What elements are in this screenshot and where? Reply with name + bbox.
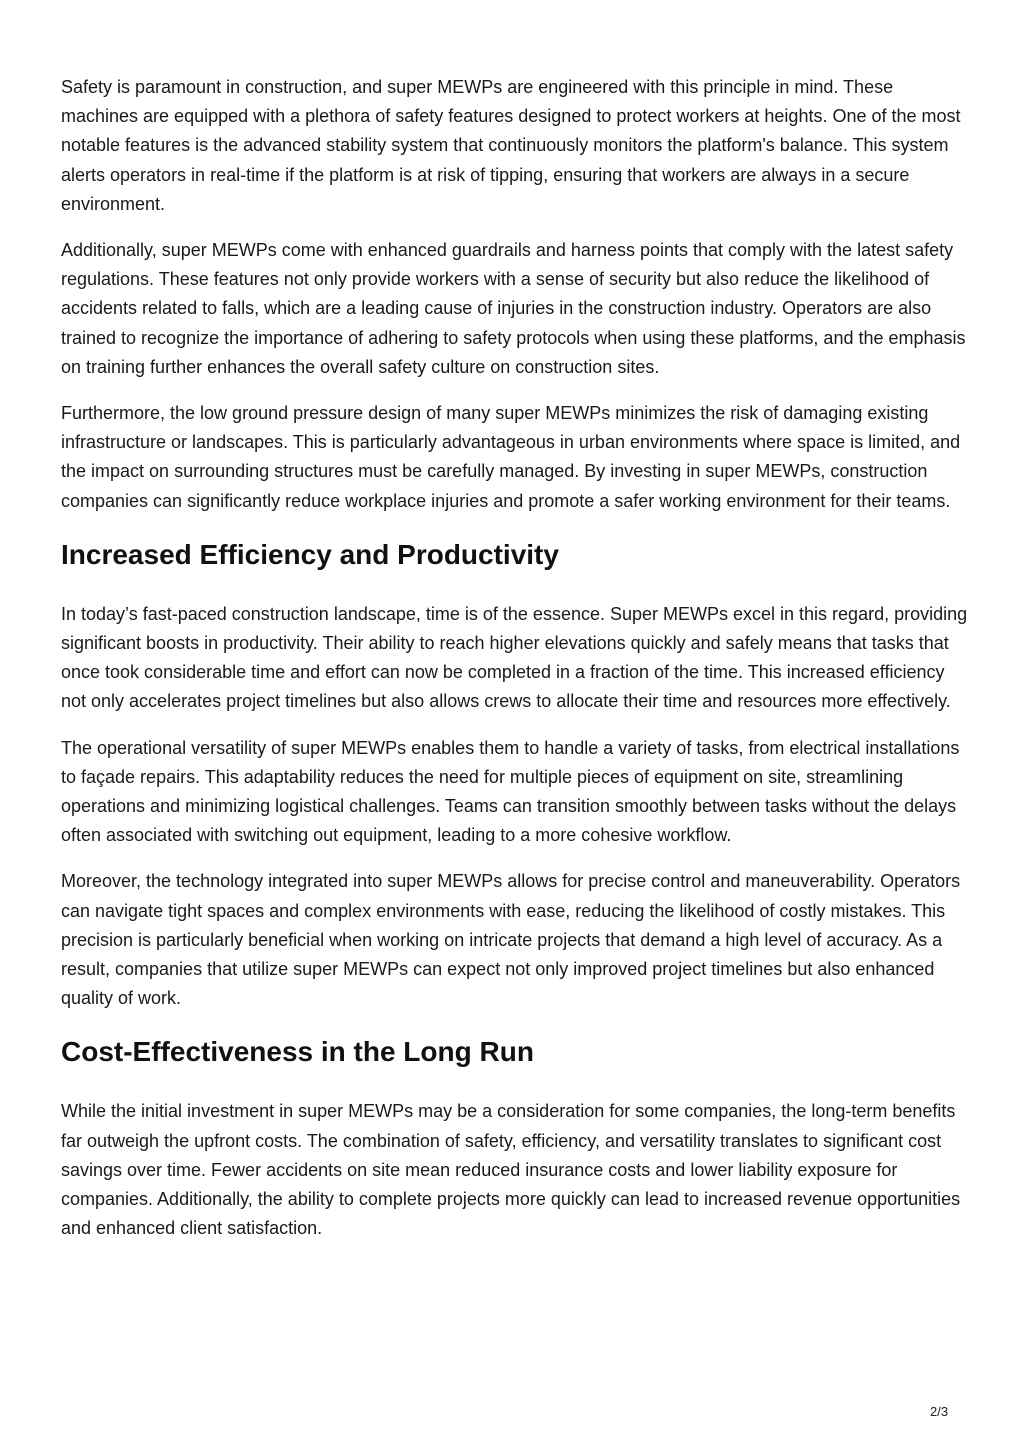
heading-cost-effectiveness: Cost-Effectiveness in the Long Run	[61, 1036, 534, 1068]
paragraph-ground-pressure: Furthermore, the low ground pressure design of many super MEWPs minimizes the risk of damaging existing infrastructure or landscapes. This is particularly advantageous in urban environments where space is limited, and the impact on surrounding structures must be carefully managed. By investing in super MEWPs, construction companies can significantly reduce workplace injuries and promote a safer working environment for their teams.	[61, 403, 961, 511]
heading-efficiency: Increased Efficiency and Productivity	[61, 538, 559, 570]
document-body	[61, 73, 969, 1261]
paragraph-safety-features: Safety is paramount in construction, and super MEWPs are engineered with this principle in mind. These machines are equipped with a plethora of safety features designed to protect workers at heights. One of the most notable features is the advanced stability system that continuously monitors the platform's balance. This system alerts operators in real-time if the platform is at risk of tipping, ensuring that workers are always in a secure environment.	[61, 77, 961, 214]
paragraph-technology: Moreover, the technology integrated into super MEWPs allows for precise control and maneuverability. Operators can navigate tight spaces and complex environments with ease, reducing the likelihood of costly mistakes. This precision is particularly beneficial when working on intricate projects that demand a high level of accuracy. As a result, companies that utilize super MEWPs can expect not only improved project timelines but also enhanced quality of work.	[61, 871, 961, 1009]
paragraph-investment: While the initial investment in super MEWPs may be a consideration for some companies, the long-term benefits far outweigh the upfront costs. The combination of safety, efficiency, and versatility translates to significant cost savings over time. Fewer accidents on site mean reduced insurance costs and lower liability exposure for companies. Additionally, the ability to complete projects more quickly can lead to increased revenue opportunities and enhanced client satisfaction.	[61, 1101, 961, 1239]
paragraph-time: In today’s fast-paced construction landscape, time is of the essence. Super MEWPs excel in this regard, providing significant boosts in productivity. Their ability to reach higher elevations quickly and safely means that tasks that once took considerable time and effort can now be completed in a fraction of the time. This increased efficiency not only accelerates project timelines but also allows crews to allocate their time and resources more effectively.	[61, 603, 968, 712]
paragraph-guardrails: Additionally, super MEWPs come with enhanced guardrails and harness points that comply with the latest safety regulations. These features not only provide workers with a sense of security but also reduce the likelihood of accidents related to falls, which are a leading cause of injuries in the construction industry. Operators are also trained to recognize the importance of adhering to safety protocols when using these platforms, and the emphasis on training further enhances the overall safety culture on construction sites.	[61, 240, 966, 377]
page-number: 2/3	[930, 1404, 949, 1419]
paragraph-versatility: The operational versatility of super MEWPs enables them to handle a variety of tasks, from electrical installations to façade repairs. This adaptability reduces the need for multiple pieces of equipment on site, streamlining operations and minimizing logistical challenges. Teams can transition smoothly between tasks without the delays often associated with switching out equipment, leading to a more cohesive workflow.	[61, 737, 960, 846]
